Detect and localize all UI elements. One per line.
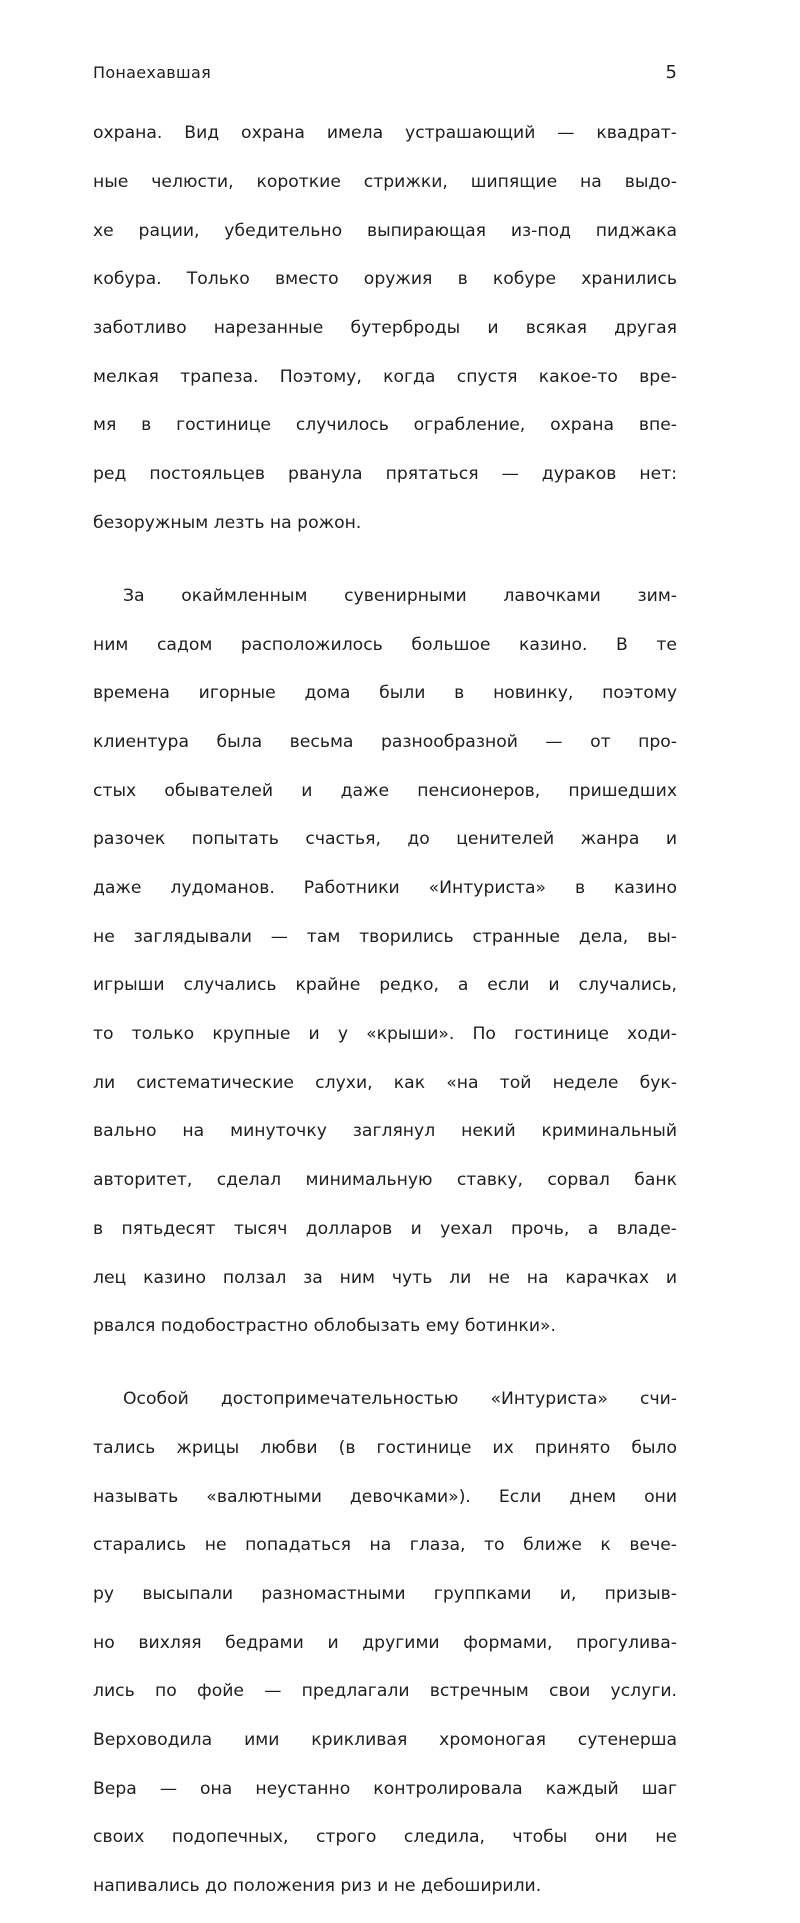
text-line: За окаймленным сувенирными лавочками зим- [123,585,677,606]
text-line: ред постояльцев рванула прятаться — дураков нет: [93,464,677,485]
text-line: заботливо нарезанные бутерброды и всякая другая [93,318,677,339]
text-line: игрыши случались крайне редко, а если и случались, [93,975,677,996]
text-line: ру высыпали разномастными группками и, призыв- [93,1583,677,1604]
text-line: авторитет, сделал минимальную ставку, сорвал банк [93,1170,677,1191]
text-line: даже лудоманов. Работники «Интуриста» в казино [93,878,677,898]
book-page [93,0,677,1897]
chapter-title: Понаехавшая [93,63,212,82]
page-number: 5 [665,62,677,83]
text-line: кобура. Только вместо оружия в кобуре хранились [93,269,677,290]
paragraph-3 [93,1363,677,1923]
text-line: старались не попадаться на глаза, то ближе к вече- [93,1535,677,1556]
text-line: безоружным лезть на рожон. [93,512,362,533]
text-line: лись по фойе — предлагали встречным свои услуги. [93,1681,677,1702]
text-line: напивались до положения риз и не дебоширили. [93,1876,542,1897]
text-line: вально на минуточку заглянул некий криминальный [93,1121,677,1142]
text-line: но вихляя бедрами и другими формами, прогулива- [93,1632,677,1653]
text-line: хе рации, убедительно выпирающая из-под пиджака [93,220,677,241]
text-line: называть «валютными девочками»). Если днем они [93,1486,677,1507]
text-line: то только крупные и у «крыши». По гостинице ходи- [93,1024,677,1045]
text-line: ные челюсти, короткие стрижки, шипящие на выдо- [93,172,677,193]
text-line: рвался подобострастно облобызать ему ботинки». [93,1316,556,1337]
text-line: не заглядывали — там творились странные дела, вы- [93,926,677,947]
text-line: клиентура была весьма разнообразной — от про- [93,731,677,752]
text-line: ним садом расположилось большое казино. В те [93,634,677,655]
text-line: лец казино ползал за ним чуть ли не на карачках и [93,1267,677,1288]
text-line: тались жрицы любви (в гостинице их принято было [93,1437,677,1458]
running-header [93,62,677,86]
paragraph-2 [93,560,677,1363]
text-line: мелкая трапеза. Поэтому, когда спустя какое-то вре- [93,366,677,387]
text-line: в пятьдесят тысяч долларов и уехал прочь, а владе- [93,1218,677,1239]
text-line: своих подопечных, строго следила, чтобы они не [93,1827,677,1848]
text-line: охрана. Вид охрана имела устрашающий — квадрат- [93,123,677,144]
text-line: Вера — она неустанно контролировала каждый шаг [93,1778,677,1799]
paragraph-1 [93,97,677,560]
text-line: мя в гостинице случилось ограбление, охрана впе- [93,415,677,436]
text-line: Особой достопримечательностью «Интуриста» счи- [123,1389,677,1410]
text-line: Верховодила ими крикливая хромоногая сутенерша [93,1730,677,1751]
body-text [93,97,677,1923]
text-line: ли систематические слухи, как «на той неделе бук- [93,1072,677,1093]
text-line: стых обывателей и даже пенсионеров, пришедших [93,780,677,801]
text-line: разочек попытать счастья, до ценителей жанра и [93,829,677,850]
text-line: времена игорные дома были в новинку, поэтому [93,683,677,704]
